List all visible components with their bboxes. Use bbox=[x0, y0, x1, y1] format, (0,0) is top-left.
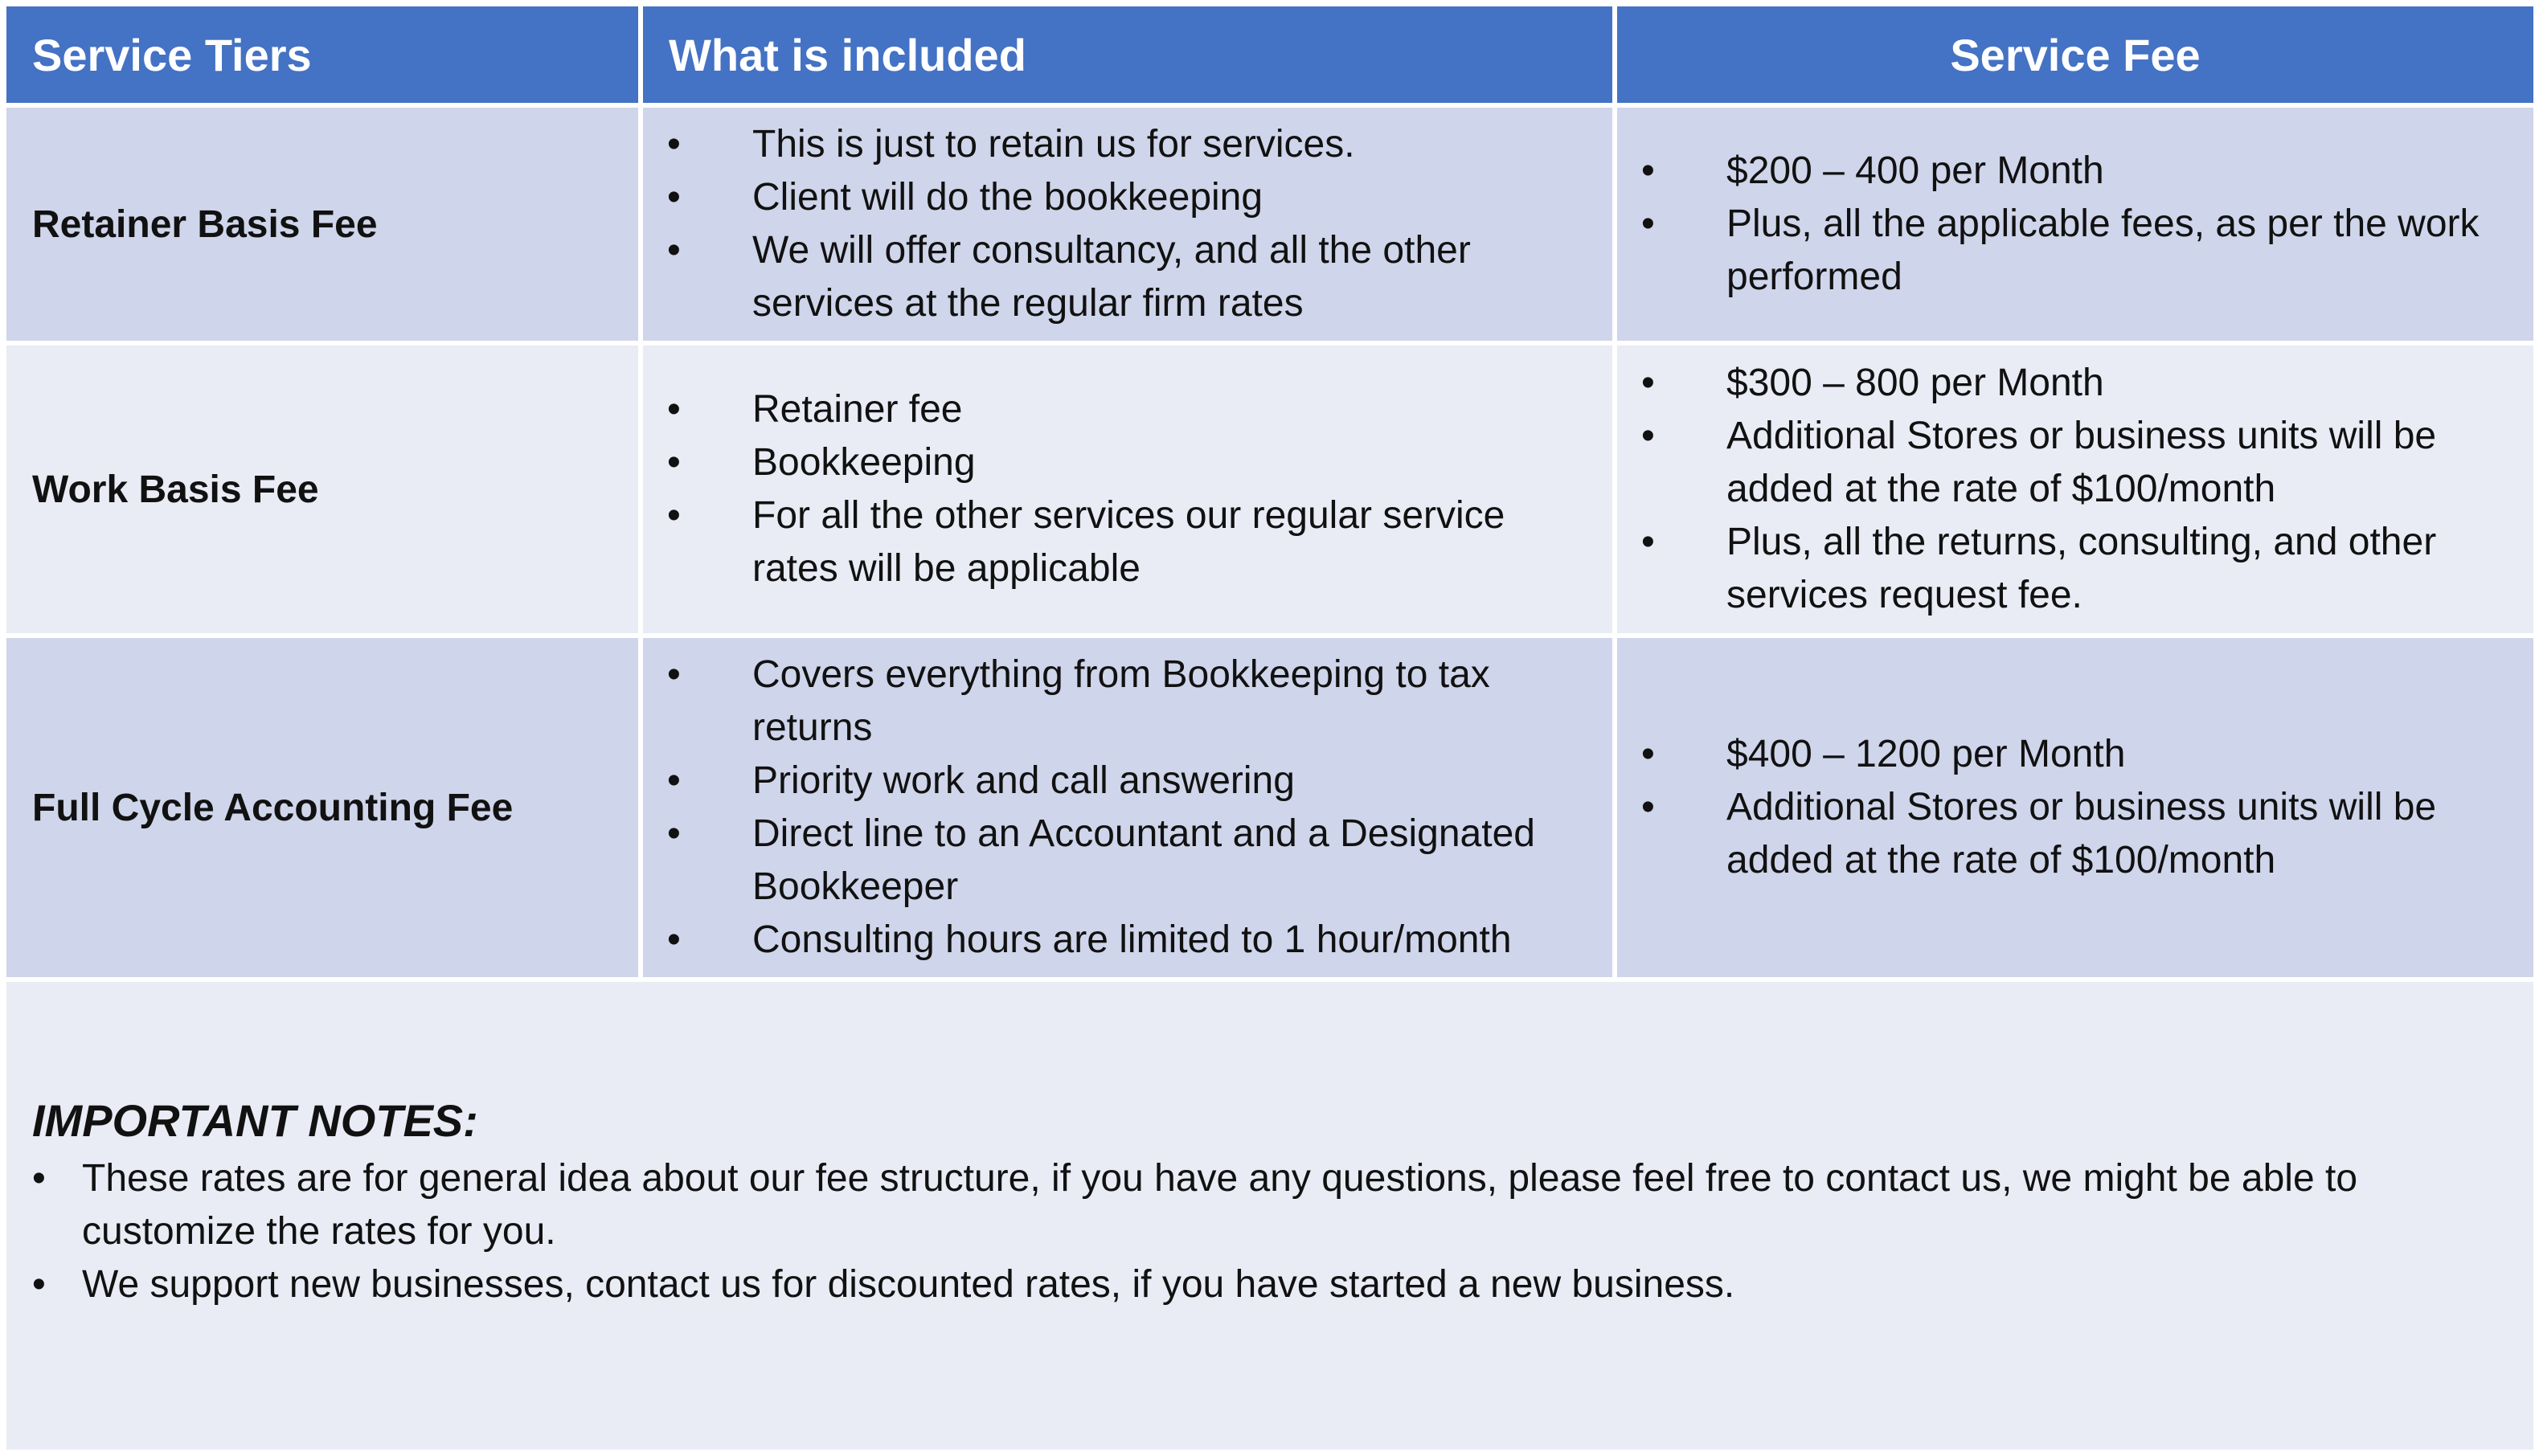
list-item: • This is just to retain us for services. bbox=[643, 118, 1596, 171]
list-item: • $400 – 1200 per Month bbox=[1617, 728, 2517, 781]
header-service-fee: Service Fee bbox=[1615, 4, 2535, 105]
list-item: • Plus, all the applicable fees, as per the work performed bbox=[1617, 198, 2517, 304]
list-item: • Bookkeeping bbox=[643, 436, 1596, 489]
list-item: • $200 – 400 per Month bbox=[1617, 145, 2517, 198]
list-item: • Consulting hours are limited to 1 hour/month bbox=[643, 914, 1596, 967]
included-cell bbox=[641, 343, 1615, 636]
list-item: • Client will do the bookkeeping bbox=[643, 171, 1596, 224]
list-item: • Covers everything from Bookkeeping to tax returns bbox=[643, 648, 1596, 755]
fee-list bbox=[1617, 145, 2533, 304]
list-item: • $300 – 800 per Month bbox=[1617, 357, 2517, 410]
notes-title: IMPORTANT NOTES: bbox=[32, 1095, 478, 1146]
table-row-full-cycle bbox=[4, 636, 2535, 980]
included-cell bbox=[641, 105, 1615, 343]
tier-name: Full Cycle Accounting Fee bbox=[4, 636, 641, 980]
fee-cell bbox=[1615, 105, 2535, 343]
list-item: • Additional Stores or business units will be added at the rate of $100/month bbox=[1617, 410, 2517, 516]
fee-cell bbox=[1615, 343, 2535, 636]
fee-list bbox=[1617, 357, 2533, 622]
list-item: • Retainer fee bbox=[643, 383, 1596, 436]
list-item: • Additional Stores or business units will be added at the rate of $100/month bbox=[1617, 781, 2517, 887]
table-row-work-basis bbox=[4, 343, 2535, 636]
included-list bbox=[643, 383, 1612, 595]
tier-name: Work Basis Fee bbox=[4, 343, 641, 636]
table-header-row bbox=[4, 4, 2535, 105]
fee-structure-table bbox=[2, 2, 2535, 1454]
list-item: • Direct line to an Accountant and a Designated Bookkeeper bbox=[643, 808, 1596, 914]
included-cell bbox=[641, 636, 1615, 980]
fee-cell bbox=[1615, 636, 2535, 980]
note-item: • These rates are for general idea about our fee structure, if you have any questions, please feel free to contact us, we might be able to customize the rates for you. bbox=[32, 1152, 2509, 1258]
included-list bbox=[643, 648, 1612, 967]
list-item: • For all the other services our regular service rates will be applicable bbox=[643, 489, 1596, 595]
notes-list bbox=[32, 1152, 2509, 1311]
tier-name: Retainer Basis Fee bbox=[4, 105, 641, 343]
header-what-is-included: What is included bbox=[641, 4, 1615, 105]
notes-section bbox=[4, 980, 2535, 1452]
list-item: • Plus, all the returns, consulting, and other services request fee. bbox=[1617, 516, 2517, 622]
fee-list bbox=[1617, 728, 2533, 887]
notes-row bbox=[4, 980, 2535, 1452]
list-item: • Priority work and call answering bbox=[643, 755, 1596, 808]
table-row-retainer bbox=[4, 105, 2535, 343]
list-item: • We will offer consultancy, and all the other services at the regular firm rates bbox=[643, 224, 1596, 330]
header-service-tiers: Service Tiers bbox=[4, 4, 641, 105]
note-item: • We support new businesses, contact us for discounted rates, if you have started a new business. bbox=[32, 1258, 2509, 1311]
included-list bbox=[643, 118, 1612, 330]
